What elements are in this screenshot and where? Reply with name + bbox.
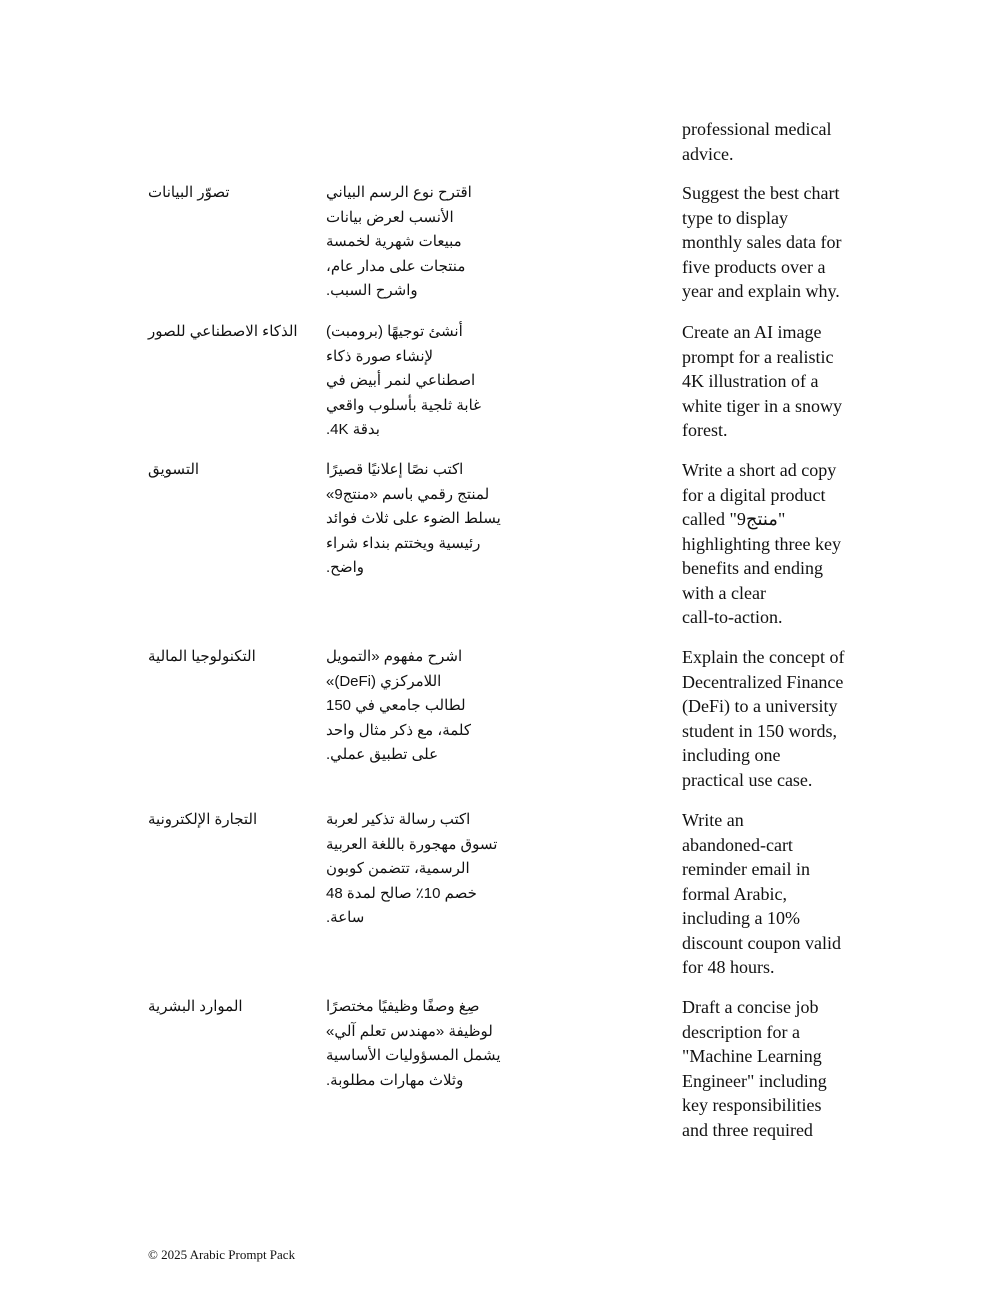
english-prompt-cell — [682, 320, 882, 443]
english-prompt-line: with a clear — [682, 582, 766, 603]
english-prompt-cell — [682, 458, 882, 630]
english-prompt-line: including a 10% — [682, 908, 800, 928]
english-prompt-line: Create an AI image — [682, 322, 822, 342]
arabic-prompt-line: لإنشاء صورة ذكاء — [326, 347, 434, 365]
english-prompt-line: for 48 hours. — [682, 957, 775, 977]
english-prompt-cell — [682, 117, 882, 166]
arabic-prompt-cell — [326, 995, 526, 1093]
arabic-prompt-line: واشرح السبب. — [326, 282, 418, 299]
arabic-prompt-line: يسلط الضوء على ثلاث فوائد — [326, 510, 501, 527]
english-prompt-line: Write a short ad copy — [682, 460, 837, 480]
arabic-prompt-line: الأنسب لعرض بيانات — [326, 208, 454, 226]
english-prompt-cell — [682, 181, 882, 304]
english-prompt-line: Engineer" including — [682, 1070, 827, 1091]
english-prompt-line: and three required — [682, 1119, 813, 1140]
arabic-prompt-cell — [326, 645, 526, 768]
english-prompt-line: type to display — [682, 207, 788, 228]
category-cell: تصوّر البيانات — [148, 184, 230, 201]
arabic-prompt-line: اصطناعي لنمر أبيض في — [326, 372, 476, 389]
arabic-prompt-line: بدقة 4K. — [326, 421, 380, 438]
english-prompt-line: white tiger in a snowy — [682, 395, 842, 416]
english-prompt-line: 4K illustration of a — [682, 371, 819, 391]
english-prompt-line: professional medical — [682, 119, 832, 139]
arabic-prompt-line: اكتب رسالة تذكير لعربة — [326, 811, 471, 828]
english-prompt-line: description for a — [682, 1021, 800, 1042]
english-prompt-line: practical use case. — [682, 769, 813, 790]
arabic-prompt-line: اللامركزي (DeFi)» — [326, 672, 442, 690]
english-prompt-line: prompt for a realistic — [682, 346, 834, 367]
category-cell: الذكاء الاصطناعي للصور — [148, 323, 298, 340]
english-prompt-cell — [682, 808, 882, 980]
arabic-prompt-line: يشمل المسؤوليات الأساسية — [326, 1047, 501, 1064]
english-prompt-line: call-to-action. — [682, 607, 783, 627]
english-prompt-line: formal Arabic, — [682, 883, 787, 904]
english-prompt-cell — [682, 995, 882, 1142]
arabic-prompt-line: على تطبيق عملي. — [326, 746, 439, 763]
arabic-prompt-cell — [326, 808, 526, 931]
english-prompt-line: abandoned-cart — [682, 834, 793, 855]
english-prompt-line: highlighting three key — [682, 533, 841, 554]
arabic-prompt-line: منتجات على مدار عام، — [326, 257, 466, 275]
english-prompt-line: Draft a concise job — [682, 997, 819, 1017]
arabic-prompt-line: لطالب جامعي في 150 — [326, 697, 466, 714]
category-cell: التكنولوجيا المالية — [148, 648, 256, 665]
category-cell: التسويق — [148, 461, 200, 478]
english-prompt-line: student in 150 words, — [682, 720, 837, 741]
arabic-prompt-line: ساعة. — [326, 909, 365, 926]
arabic-prompt-line: رئيسية ويختتم بنداء شراء — [326, 534, 481, 552]
english-prompt-line: "Machine Learning — [682, 1046, 822, 1066]
english-prompt-line: for a digital product — [682, 484, 826, 505]
arabic-prompt-line: الرسمية، تتضمن كوبون — [326, 860, 470, 877]
arabic-prompt-line: غابة ثلجية بأسلوب واقعي — [326, 396, 481, 414]
english-prompt-line: advice. — [682, 143, 734, 164]
arabic-prompt-line: لمنتج رقمي باسم «منتج9» — [326, 485, 490, 503]
english-prompt-line: Explain the concept of — [682, 647, 845, 667]
english-prompt-line: year and explain why. — [682, 281, 840, 301]
english-prompt-line: forest. — [682, 420, 728, 440]
arabic-prompt-line: واضح. — [326, 559, 364, 576]
arabic-prompt-line: صِغ وصفًا وظيفيًا مختصرًا — [326, 998, 480, 1015]
english-prompt-line: (DeFi) to a university — [682, 696, 838, 716]
english-prompt-cell — [682, 645, 882, 792]
english-prompt-line: key responsibilities — [682, 1095, 822, 1115]
english-prompt-line: benefits and ending — [682, 558, 823, 578]
category-cell: التجارة الإلكترونية — [148, 811, 258, 828]
english-prompt-line: reminder email in — [682, 859, 810, 879]
arabic-prompt-line: اشرح مفهوم «التمويل — [326, 648, 463, 665]
footer-copyright: © 2025 Arabic Prompt Pack — [148, 1247, 296, 1262]
english-prompt-line: monthly sales data for — [682, 232, 842, 252]
english-prompt-line: Suggest the best chart — [682, 183, 840, 203]
arabic-prompt-line: لوظيفة «مهندس تعلم آلي» — [326, 1022, 493, 1040]
arabic-prompt-line: اكتب نصًا إعلانيًا قصيرًا — [326, 461, 464, 478]
arabic-prompt-line: مبيعات شهرية لخمسة — [326, 233, 462, 250]
english-prompt-line: Decentralized Finance — [682, 671, 844, 692]
category-cell: الموارد البشرية — [148, 998, 243, 1015]
arabic-prompt-line: اقترح نوع الرسم البياني — [326, 184, 472, 201]
arabic-prompt-line: تسوق مهجورة باللغة العربية — [326, 835, 498, 853]
english-prompt-line: including one — [682, 745, 781, 765]
arabic-prompt-line: أنشئ توجيهًا (برومبت) — [326, 323, 463, 340]
english-prompt-line: called "منتج9" — [682, 509, 786, 529]
english-prompt-line: discount coupon valid — [682, 932, 841, 953]
english-prompt-line: five products over a — [682, 256, 826, 277]
arabic-prompt-cell — [326, 181, 526, 304]
arabic-prompt-cell — [326, 320, 526, 443]
arabic-prompt-line: وثلاث مهارات مطلوبة. — [326, 1071, 464, 1089]
arabic-prompt-line: كلمة، مع ذكر مثال واحد — [326, 721, 472, 739]
arabic-prompt-line: خصم 10٪ صالح لمدة 48 — [326, 884, 477, 902]
english-prompt-line: Write an — [682, 810, 744, 830]
arabic-prompt-cell — [326, 458, 526, 581]
